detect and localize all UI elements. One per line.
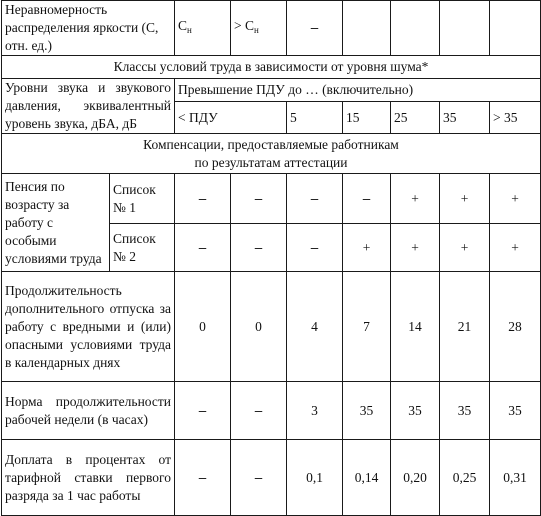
sound-levels-label: Уровни звука и звукового давления, эквивалентный уровень звука, дБА, дБ	[2, 79, 175, 134]
brightness-empty-2	[391, 1, 440, 56]
pension-list2-label: Список № 2	[110, 224, 175, 272]
surcharge-value: –	[175, 440, 231, 516]
table-row-workweek	[2, 382, 541, 440]
surcharge-value: 0,31	[490, 440, 541, 516]
brightness-value-3: –	[287, 1, 343, 56]
vacation-value: 4	[287, 272, 343, 382]
surcharge-value: 0,25	[440, 440, 490, 516]
compensations-header-line2: по результатам аттестации	[194, 154, 348, 170]
level-col-35: 35	[440, 102, 490, 134]
vacation-label: Продолжительность дополнительного отпуска за работу с вредными и (или) опасными условиями труда в календарных днях	[2, 272, 175, 382]
pension-list2-value: –	[175, 224, 231, 272]
brightness-empty-3	[440, 1, 490, 56]
pension-list1-value: +	[391, 174, 440, 224]
vacation-value: 0	[175, 272, 231, 382]
level-col-25: 25	[391, 102, 440, 134]
level-col-15: 15	[343, 102, 391, 134]
pension-list1-value: –	[175, 174, 231, 224]
vacation-value: 7	[343, 272, 391, 382]
pension-list1-value: –	[287, 174, 343, 224]
surcharge-label: Доплата в процентах от тарифной ставки первого разряда за 1 час работы	[2, 440, 175, 516]
workweek-value: 3	[287, 382, 343, 440]
table-row-pension-list1	[2, 174, 541, 224]
workweek-value: 35	[490, 382, 541, 440]
exceed-header: Превышение ПДУ до … (включительно)	[175, 79, 541, 102]
pension-label: Пенсия по возрасту за работу с особыми условиями труда	[2, 174, 110, 272]
brightness-empty-4	[490, 1, 541, 56]
table-row-noise-header	[2, 56, 541, 79]
brightness-value-2: > $С_н$	[231, 1, 287, 56]
vacation-value: 21	[440, 272, 490, 382]
table-row-compensations-header	[2, 134, 541, 174]
brightness-value-1: $С_н$	[175, 1, 231, 56]
pension-list2-value: +	[391, 224, 440, 272]
brightness-label: Неравномерность распределения яркости (С, отн. ед.)	[2, 1, 175, 56]
table-row-brightness	[2, 1, 541, 56]
compensations-header	[2, 134, 541, 174]
level-col-below: < ПДУ	[175, 102, 287, 134]
pension-list1-value: –	[343, 174, 391, 224]
table-row-vacation	[2, 272, 541, 382]
pension-list1-value: +	[490, 174, 541, 224]
vacation-value: 14	[391, 272, 440, 382]
workweek-value: –	[175, 382, 231, 440]
workweek-value: 35	[391, 382, 440, 440]
pension-list2-value: +	[343, 224, 391, 272]
table-row-surcharge	[2, 440, 541, 516]
table-row-levels-top	[2, 79, 541, 102]
surcharge-value: 0,14	[343, 440, 391, 516]
compensations-header-line1: Компенсации, предоставляемые работникам	[143, 136, 399, 152]
vacation-value: 0	[231, 272, 287, 382]
vacation-value: 28	[490, 272, 541, 382]
pension-list1-value: +	[440, 174, 490, 224]
level-col-5: 5	[287, 102, 343, 134]
pension-list2-value: –	[287, 224, 343, 272]
noise-classes-header: Классы условий труда в зависимости от уровня шума*	[2, 56, 541, 79]
pension-list1-value: –	[231, 174, 287, 224]
surcharge-value: 0,20	[391, 440, 440, 516]
level-col-above-35: > 35	[490, 102, 541, 134]
pension-list1-label: Список № 1	[110, 174, 175, 224]
pension-list2-value: –	[231, 224, 287, 272]
pension-list2-value: +	[440, 224, 490, 272]
pension-list2-value: +	[490, 224, 541, 272]
brightness-empty-1	[343, 1, 391, 56]
surcharge-value: 0,1	[287, 440, 343, 516]
workweek-value: 35	[343, 382, 391, 440]
workweek-value: –	[231, 382, 287, 440]
workweek-label: Норма продолжительности рабочей недели (в часах)	[2, 382, 175, 440]
working-conditions-table	[1, 0, 541, 516]
surcharge-value: –	[231, 440, 287, 516]
workweek-value: 35	[440, 382, 490, 440]
